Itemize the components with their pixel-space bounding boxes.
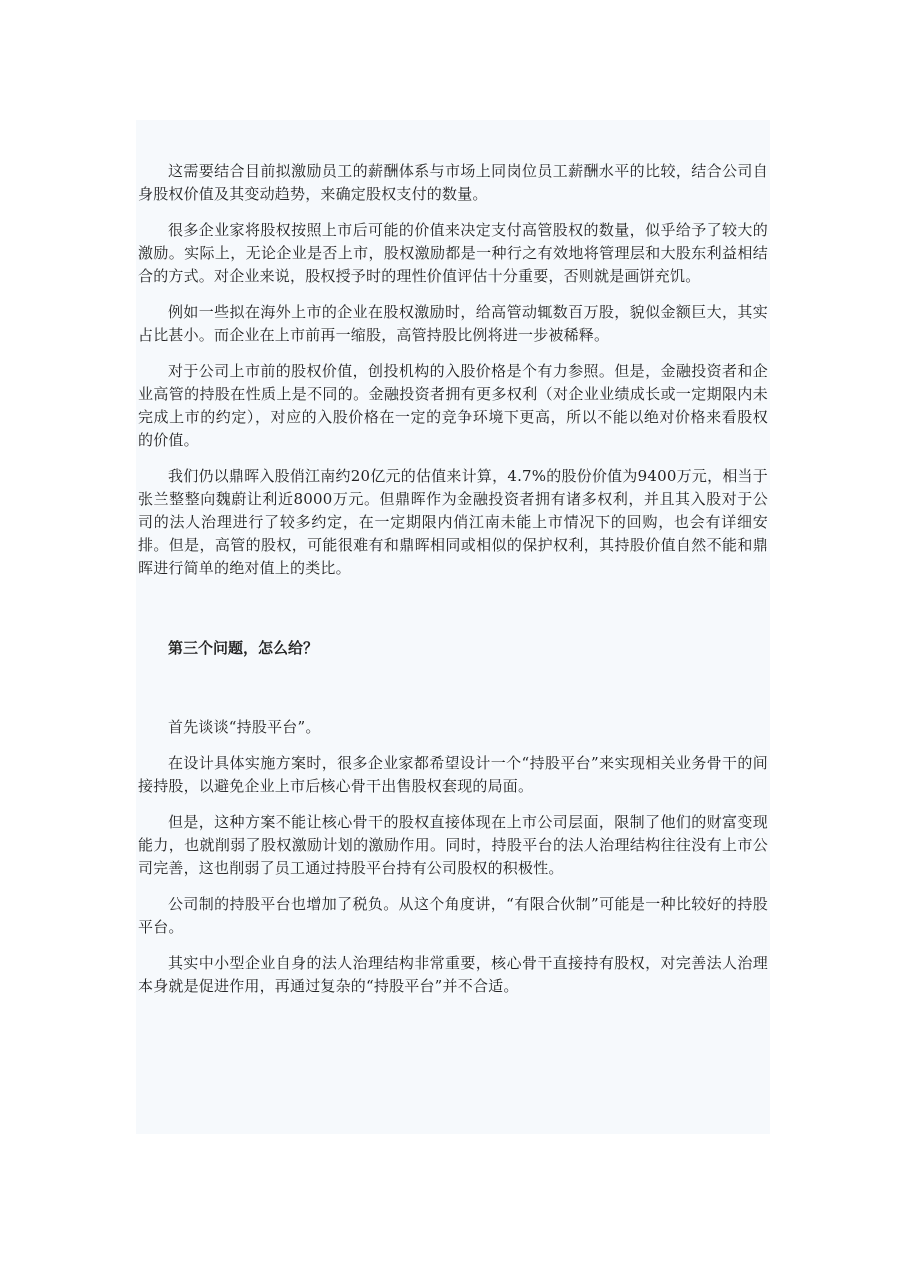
paragraph: 对于公司上市前的股权价值，创投机构的入股价格是个有力参照。但是，金融投资者和企业高管的持股在性质上是不同的。金融投资者拥有更多权利（对企业业绩成长或一定期限内未完成上市的约定），对应的入股价格在一定的竞争环境下更高，所以不能以绝对价格来看股权的价值。 xyxy=(138,362,768,449)
paragraph: 这需要结合目前拟激励员工的薪酬体系与市场上同岗位员工薪酬水平的比较，结合公司自身股权价值及其变动趋势，来确定股权支付的数量。 xyxy=(138,162,768,203)
spacer xyxy=(138,660,768,716)
paragraph: 我们仍以鼎晖入股俏江南约20亿元的估值来计算，4.7%的股份价值为9400万元，相当于张兰整整向魏蔚让利近8000万元。但鼎晖作为金融投资者拥有诸多权利，并且其入股对于公司的法人治理进行了较多约定，在一定期限内俏江南未能上市情况下的回购，也会有详细安排。但是，高管的股权，可能很难有和鼎晖相同或相似的保护权利，其持股价值自然不能和鼎晖进行简单的绝对值上的类比。 xyxy=(138,467,768,577)
article-body xyxy=(138,160,768,1011)
paragraph: 在设计具体实施方案时，很多企业家都希望设计一个“持股平台”来实现相关业务骨干的间接持股，以避免企业上市后核心骨干出售股权套现的局面。 xyxy=(138,754,768,795)
paragraph: 其实中小型企业自身的法人治理结构非常重要，核心骨干直接持有股权，对完善法人治理本身就是促进作用，再通过复杂的“持股平台”并不合适。 xyxy=(138,954,768,995)
paragraph: 例如一些拟在海外上市的企业在股权激励时，给高管动辄数百万股，貌似金额巨大，其实占比甚小。而企业在上市前再一缩股，高管持股比例将进一步被稀释。 xyxy=(138,303,768,344)
paragraph: 首先谈谈“持股平台”。 xyxy=(168,718,321,736)
paragraph: 很多企业家将股权按照上市后可能的价值来决定支付高管股权的数量，似乎给予了较大的激励。实际上，无论企业是否上市，股权激励都是一种行之有效地将管理层和大股东利益相结合的方式。对企业来说，股权授予时的理性价值评估十分重要，否则就是画饼充饥。 xyxy=(138,221,768,285)
document-page xyxy=(136,120,770,1134)
section-heading: 第三个问题，怎么给？ xyxy=(168,639,319,657)
spacer xyxy=(138,593,768,637)
paragraph: 但是，这种方案不能让核心骨干的股权直接体现在上市公司层面，限制了他们的财富变现能力，也就削弱了股权激励计划的激励作用。同时，持股平台的法人治理结构往往没有上市公司完善，这也削弱了员工通过持股平台持有公司股权的积极性。 xyxy=(138,813,768,877)
paragraph: 公司制的持股平台也增加了税负。从这个角度讲，“有限合伙制”可能是一种比较好的持股平台。 xyxy=(138,895,768,936)
